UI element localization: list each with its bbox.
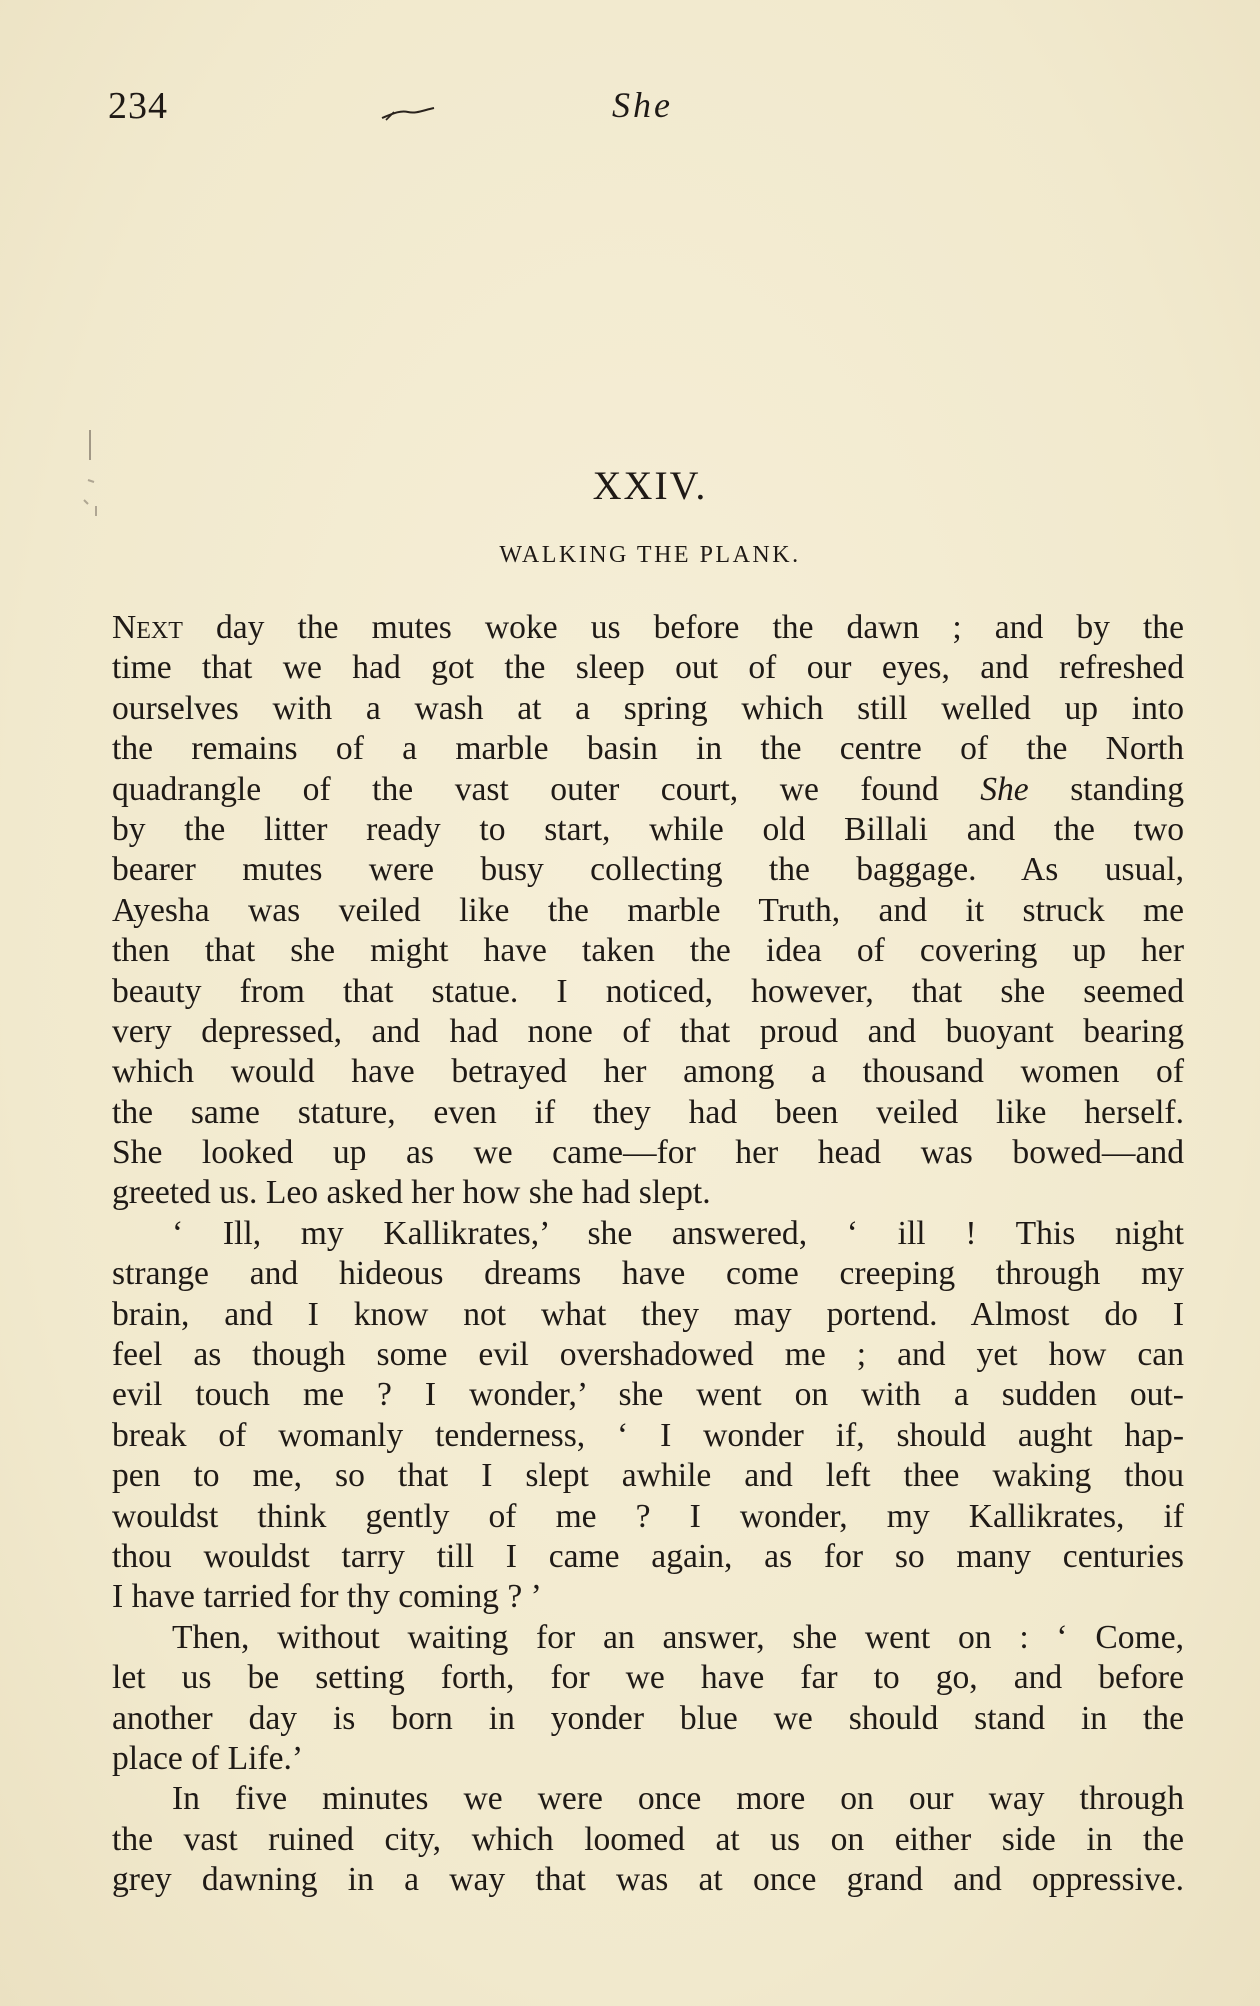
text-line: wouldst think gently of me ? I wonder, my Kallikrates, if [112, 1497, 1184, 1535]
printer-ornament-icon [378, 100, 438, 124]
text-line: the remains of a marble basin in the centre of the North [112, 730, 1184, 768]
body-text [112, 608, 1184, 1901]
text-line: feel as though some evil overshadowed me ; and yet how can [112, 1336, 1184, 1374]
chapter-number: XXIV. [592, 463, 708, 508]
text-line: time that we had got the sleep out of our eyes, and refreshed [112, 649, 1184, 687]
text-line: by the litter ready to start, while old Billali and the two [112, 810, 1184, 848]
text-line: greeted us. Leo asked her how she had slept. [112, 1174, 711, 1212]
text-line: the same stature, even if they had been veiled like herself. [112, 1093, 1184, 1131]
text-line: In five minutes we were once more on our way through [172, 1780, 1184, 1818]
chapter-title: WALKING THE PLANK. [499, 542, 801, 568]
text-line: pen to me, so that I slept awhile and left thee waking thou [112, 1457, 1184, 1495]
text-line: I have tarried for thy coming ? ’ [112, 1578, 542, 1616]
text-line: She looked up as we came—for her head was bowed—and [112, 1134, 1184, 1172]
text-line: which would have betrayed her among a thousand women of [112, 1053, 1184, 1091]
text-line: brain, and I know not what they may portend. Almost do I [112, 1295, 1184, 1333]
text-line: Then, without waiting for an answer, she went on : ‘ Come, [172, 1618, 1184, 1656]
text-line: beauty from that statue. I noticed, however, that she seemed [112, 972, 1184, 1010]
italic-she: She [980, 770, 1029, 808]
text-line: strange and hideous dreams have come creeping through my [112, 1255, 1184, 1293]
text-line: another day is born in yonder blue we should stand in the [112, 1699, 1184, 1737]
text-line: very depressed, and had none of that proud and buoyant bearing [112, 1012, 1184, 1050]
text-line: thou wouldst tarry till I came again, as for so many centuries [112, 1537, 1184, 1575]
text-line: ourselves with a wash at a spring which still welled up into [112, 689, 1184, 727]
text-line: let us be setting forth, for we have far to go, and before [112, 1659, 1184, 1697]
text-line: ‘ Ill, my Kallikrates,’ she answered, ‘ ill ! This night [172, 1214, 1184, 1252]
page-number: 234 [108, 85, 168, 127]
running-head [108, 84, 1148, 134]
text-line: Next day the mutes woke us before the dawn ; and by the [112, 609, 1184, 646]
text-line: the vast ruined city, which loomed at us on either side in the [112, 1820, 1184, 1858]
text-line: evil touch me ? I wonder,’ she went on with a sudden out- [112, 1376, 1184, 1414]
text-line: grey dawning in a way that was at once grand and oppressive. [112, 1861, 1184, 1899]
text-line: then that she might have taken the idea of covering up her [112, 932, 1184, 970]
book-title: She [612, 85, 673, 125]
text-line: quadrangle of the vast outer court, we found She standing [112, 770, 1184, 808]
text-line: bearer mutes were busy collecting the baggage. As usual, [112, 851, 1184, 889]
text-line: Ayesha was veiled like the marble Truth, and it struck me [112, 891, 1184, 929]
small-caps-lead: Next [112, 609, 183, 646]
text-line: break of womanly tenderness, ‘ I wonder if, should aught hap- [112, 1416, 1184, 1454]
text-line: place of Life.’ [112, 1739, 304, 1777]
